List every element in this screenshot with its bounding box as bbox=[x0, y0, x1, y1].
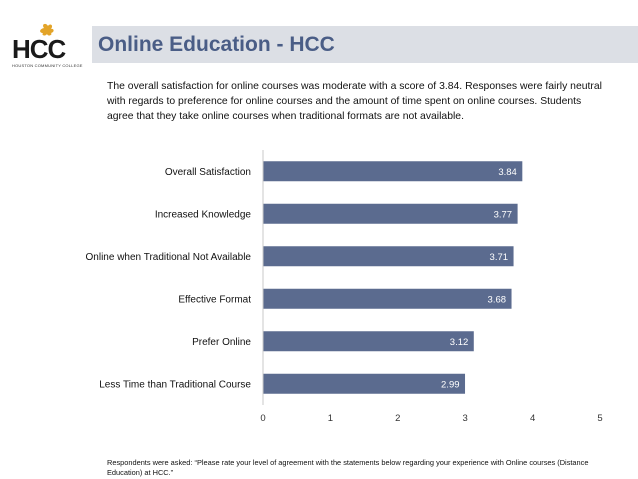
data-label: 3.68 bbox=[487, 294, 507, 306]
category-label: Less Time than Traditional Course bbox=[99, 379, 251, 391]
data-label: 3.77 bbox=[493, 209, 513, 221]
footnote: Respondents were asked: “Please rate your level of agreement with the statements below regarding your experience with Online courses (Distance Education) at HCC.” bbox=[107, 458, 589, 477]
x-tick-label: 4 bbox=[529, 413, 536, 424]
category-label: Increased Knowledge bbox=[154, 209, 251, 221]
bar bbox=[264, 204, 518, 224]
data-label: 3.84 bbox=[498, 166, 517, 178]
x-tick-label: 2 bbox=[395, 413, 401, 424]
x-tick-label: 1 bbox=[327, 413, 334, 424]
data-label: 3.71 bbox=[489, 251, 509, 263]
category-label: Effective Format bbox=[178, 294, 251, 306]
bar bbox=[264, 289, 512, 309]
page-title: Online Education - HCC bbox=[98, 33, 335, 56]
category-label: Online when Traditional Not Available bbox=[85, 251, 251, 263]
category-label: Overall Satisfaction bbox=[164, 166, 251, 178]
bar bbox=[264, 161, 523, 181]
bar bbox=[264, 331, 474, 351]
bar bbox=[264, 374, 466, 394]
data-label: 2.99 bbox=[441, 379, 460, 391]
summary-text: The overall satisfaction for online courses was moderate with a score of 3.84. Responses were fairly neutral with regards to preference for online courses and the amount of time spent on online courses. Students agree that they take online courses when traditional formats are not available. bbox=[107, 81, 602, 122]
x-tick-label: 5 bbox=[597, 413, 603, 424]
bar bbox=[264, 246, 514, 266]
category-label: Prefer Online bbox=[192, 336, 251, 348]
data-label: 3.12 bbox=[449, 336, 469, 348]
x-tick-label: 0 bbox=[260, 413, 266, 424]
logo-subtitle: HOUSTON COMMUNITY COLLEGE bbox=[12, 63, 83, 68]
logo-text: HCC bbox=[12, 34, 66, 64]
x-tick-label: 3 bbox=[462, 413, 468, 424]
